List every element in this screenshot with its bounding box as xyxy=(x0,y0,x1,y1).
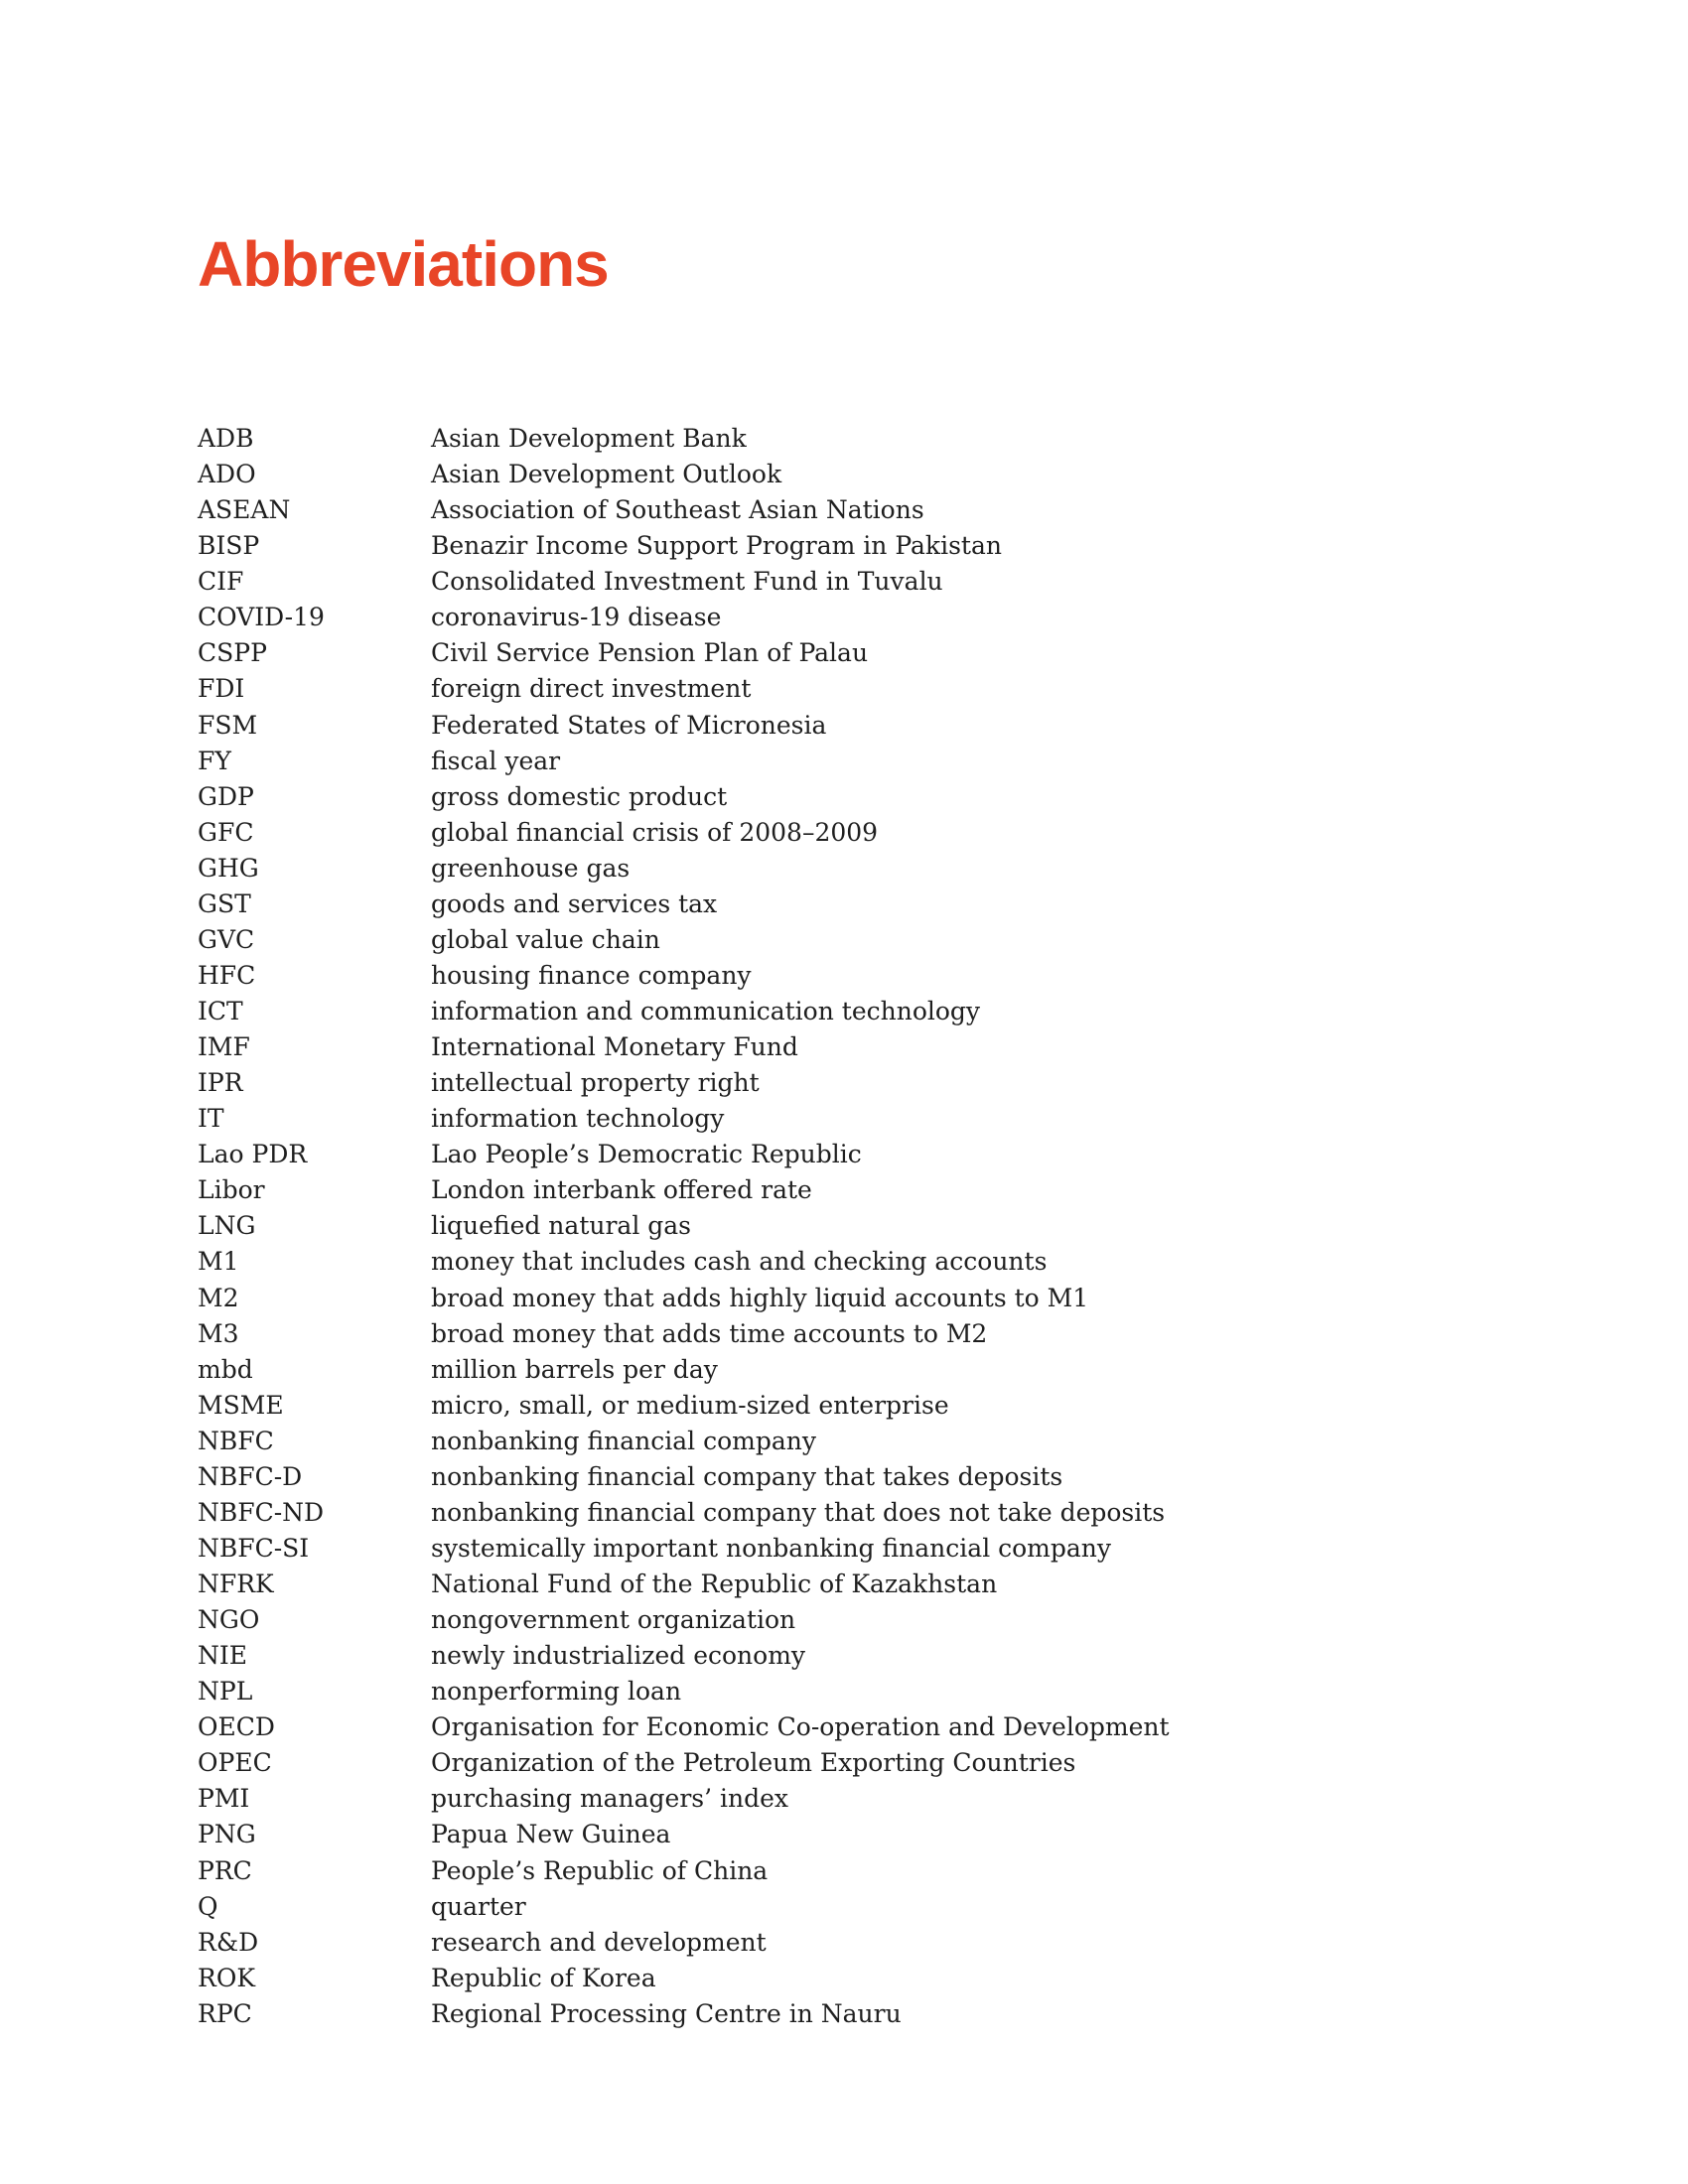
abbreviation-term: PNG xyxy=(198,1820,256,1849)
abbreviation-row xyxy=(198,1638,1170,1674)
abbreviation-term: PRC xyxy=(198,1855,252,1885)
abbreviation-row xyxy=(198,1388,1170,1424)
abbreviation-list xyxy=(198,421,1170,2032)
abbreviation-term: NGO xyxy=(198,1605,260,1635)
abbreviation-definition: Republic of Korea xyxy=(431,1963,656,1992)
abbreviation-term: OPEC xyxy=(198,1748,272,1778)
abbreviation-row xyxy=(198,1567,1170,1602)
abbreviation-term: OECD xyxy=(198,1712,275,1742)
abbreviation-term: HFC xyxy=(198,960,256,990)
abbreviation-term: ASEAN xyxy=(198,495,291,525)
abbreviation-definition: micro, small, or medium-sized enterprise xyxy=(431,1390,949,1420)
abbreviation-row xyxy=(198,671,1170,707)
abbreviation-term: COVID-19 xyxy=(198,603,325,632)
abbreviation-term: NFRK xyxy=(198,1570,274,1598)
abbreviation-row xyxy=(198,1531,1170,1567)
abbreviation-row xyxy=(198,1316,1170,1352)
abbreviation-term: GFC xyxy=(198,817,254,847)
abbreviation-term: RPC xyxy=(198,1998,252,2028)
abbreviation-term: ROK xyxy=(198,1963,255,1992)
abbreviation-definition: Papua New Guinea xyxy=(431,1820,671,1849)
abbreviation-definition: Asian Development Outlook xyxy=(431,460,782,489)
abbreviation-row xyxy=(198,1244,1170,1280)
abbreviation-row xyxy=(198,457,1170,492)
abbreviation-row xyxy=(198,1172,1170,1208)
abbreviation-definition: International Monetary Fund xyxy=(431,1032,798,1062)
abbreviation-definition: Consolidated Investment Fund in Tuvalu xyxy=(431,567,943,597)
abbreviation-row xyxy=(198,1352,1170,1388)
abbreviation-term: IMF xyxy=(198,1032,250,1062)
abbreviation-definition: Civil Service Pension Plan of Palau xyxy=(431,638,869,668)
abbreviation-row xyxy=(198,744,1170,779)
abbreviation-definition: nongovernment organization xyxy=(431,1605,796,1635)
abbreviation-row xyxy=(198,635,1170,671)
abbreviation-row xyxy=(198,564,1170,600)
abbreviation-row xyxy=(198,1709,1170,1745)
abbreviation-term: NPL xyxy=(198,1677,253,1706)
abbreviation-row xyxy=(198,1029,1170,1065)
abbreviation-definition: money that includes cash and checking accounts xyxy=(431,1247,1048,1277)
abbreviation-row xyxy=(198,779,1170,815)
abbreviation-definition: People’s Republic of China xyxy=(431,1855,769,1885)
abbreviation-row xyxy=(198,994,1170,1029)
abbreviation-term: Libor xyxy=(198,1175,265,1205)
abbreviation-definition: newly industrialized economy xyxy=(431,1641,806,1671)
abbreviation-definition: million barrels per day xyxy=(431,1354,718,1384)
abbreviation-row xyxy=(198,1817,1170,1852)
abbreviation-term: GVC xyxy=(198,924,255,954)
abbreviation-term: PMI xyxy=(198,1784,250,1814)
abbreviation-row xyxy=(198,1745,1170,1781)
abbreviation-definition: broad money that adds highly liquid accounts to M1 xyxy=(431,1283,1089,1312)
abbreviation-row xyxy=(198,1101,1170,1137)
abbreviation-definition: nonperforming loan xyxy=(431,1677,682,1706)
abbreviation-row xyxy=(198,528,1170,564)
abbreviation-definition: Lao People’s Democratic Republic xyxy=(431,1140,862,1169)
abbreviation-row xyxy=(198,1602,1170,1638)
abbreviation-definition: research and development xyxy=(431,1927,767,1957)
abbreviation-definition: liquefied natural gas xyxy=(431,1211,691,1241)
abbreviation-term: Q xyxy=(198,1891,218,1921)
abbreviation-row xyxy=(198,1137,1170,1172)
abbreviation-row xyxy=(198,1495,1170,1531)
abbreviation-definition: nonbanking financial company xyxy=(431,1426,816,1455)
abbreviation-definition: Organisation for Economic Co-operation and Development xyxy=(431,1712,1170,1742)
abbreviation-definition: nonbanking financial company that does not take deposits xyxy=(431,1497,1166,1527)
abbreviation-definition: coronavirus-19 disease xyxy=(431,603,722,632)
abbreviation-row xyxy=(198,887,1170,922)
abbreviation-row xyxy=(198,600,1170,635)
abbreviation-row xyxy=(198,958,1170,994)
abbreviation-row xyxy=(198,1424,1170,1459)
abbreviation-term: GDP xyxy=(198,781,254,811)
abbreviation-row xyxy=(198,1781,1170,1817)
abbreviation-definition: Organization of the Petroleum Exporting Countries xyxy=(431,1748,1076,1778)
abbreviation-definition: London interbank offered rate xyxy=(431,1175,812,1205)
abbreviation-term: ADO xyxy=(198,460,256,489)
abbreviation-term: M3 xyxy=(198,1318,239,1348)
abbreviation-term: GST xyxy=(198,888,251,918)
abbreviation-definition: Regional Processing Centre in Nauru xyxy=(431,1998,902,2028)
abbreviation-definition: global financial crisis of 2008–2009 xyxy=(431,817,879,847)
abbreviation-definition: goods and services tax xyxy=(431,888,718,918)
abbreviation-definition: gross domestic product xyxy=(431,781,728,811)
abbreviation-term: IPR xyxy=(198,1068,243,1098)
abbreviation-term: CSPP xyxy=(198,638,267,668)
abbreviation-definition: National Fund of the Republic of Kazakhstan xyxy=(431,1570,998,1598)
abbreviation-term: FDI xyxy=(198,674,245,704)
abbreviation-definition: global value chain xyxy=(431,924,660,954)
abbreviation-row xyxy=(198,851,1170,887)
abbreviation-definition: systemically important nonbanking financial company xyxy=(431,1533,1112,1563)
abbreviation-row xyxy=(198,1065,1170,1101)
abbreviation-definition: quarter xyxy=(431,1891,526,1921)
abbreviation-definition: greenhouse gas xyxy=(431,853,631,883)
abbreviation-definition: Asian Development Bank xyxy=(431,424,747,453)
abbreviation-definition: broad money that adds time accounts to M2 xyxy=(431,1318,988,1348)
abbreviation-row xyxy=(198,1208,1170,1244)
abbreviation-term: NBFC-ND xyxy=(198,1497,325,1527)
abbreviation-term: NIE xyxy=(198,1641,247,1671)
abbreviation-definition: fiscal year xyxy=(431,746,561,775)
abbreviation-term: R&D xyxy=(198,1927,259,1957)
abbreviation-row xyxy=(198,421,1170,457)
abbreviation-row xyxy=(198,492,1170,528)
page-title: Abbreviations xyxy=(198,228,609,300)
abbreviation-row xyxy=(198,1281,1170,1316)
abbreviation-definition: information technology xyxy=(431,1104,725,1134)
abbreviation-term: CIF xyxy=(198,567,244,597)
abbreviation-definition: purchasing managers’ index xyxy=(431,1784,789,1814)
abbreviation-row xyxy=(198,1459,1170,1495)
abbreviation-row xyxy=(198,1961,1170,1996)
abbreviation-definition: Federated States of Micronesia xyxy=(431,710,827,740)
abbreviation-term: LNG xyxy=(198,1211,256,1241)
abbreviation-term: NBFC-SI xyxy=(198,1533,310,1563)
abbreviation-term: MSME xyxy=(198,1390,284,1420)
abbreviation-term: IT xyxy=(198,1104,224,1134)
abbreviation-row xyxy=(198,1853,1170,1889)
abbreviation-term: ICT xyxy=(198,997,243,1025)
abbreviation-row xyxy=(198,1996,1170,2032)
abbreviation-row xyxy=(198,1674,1170,1709)
abbreviation-row xyxy=(198,708,1170,744)
abbreviation-definition: nonbanking financial company that takes deposits xyxy=(431,1461,1063,1491)
abbreviation-term: Lao PDR xyxy=(198,1140,308,1169)
abbreviation-term: BISP xyxy=(198,531,260,561)
abbreviation-definition: Benazir Income Support Program in Pakistan xyxy=(431,531,1002,561)
abbreviation-term: FSM xyxy=(198,710,258,740)
abbreviation-term: NBFC-D xyxy=(198,1461,303,1491)
abbreviation-row xyxy=(198,1925,1170,1961)
abbreviation-definition: intellectual property right xyxy=(431,1068,760,1098)
abbreviation-row xyxy=(198,815,1170,851)
abbreviation-term: ADB xyxy=(198,424,254,453)
abbreviation-definition: information and communication technology xyxy=(431,997,981,1025)
abbreviation-row xyxy=(198,922,1170,958)
abbreviation-term: M2 xyxy=(198,1283,239,1312)
abbreviation-definition: foreign direct investment xyxy=(431,674,752,704)
abbreviation-definition: housing finance company xyxy=(431,960,752,990)
abbreviation-term: NBFC xyxy=(198,1426,274,1455)
abbreviation-term: GHG xyxy=(198,853,259,883)
abbreviation-term: FY xyxy=(198,746,231,775)
abbreviation-definition: Association of Southeast Asian Nations xyxy=(431,495,924,525)
abbreviation-row xyxy=(198,1889,1170,1925)
abbreviation-term: M1 xyxy=(198,1247,239,1277)
abbreviation-term: mbd xyxy=(198,1354,253,1384)
